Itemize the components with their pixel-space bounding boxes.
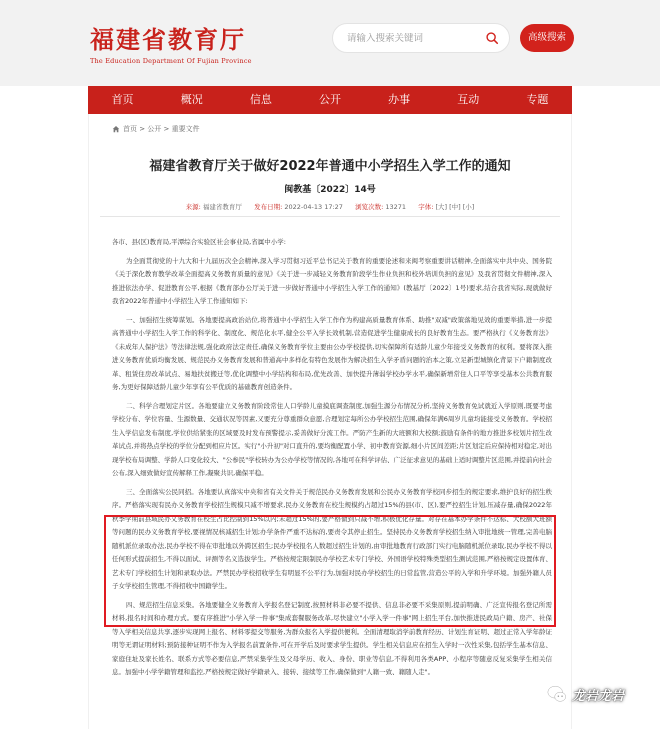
wechat-icon — [546, 683, 568, 705]
nav-item-disclosure[interactable]: 公开 — [318, 93, 341, 106]
breadcrumb-text[interactable]: 首页 > 公开 > 重要文件 — [123, 125, 200, 133]
salutation: 各市、县(区)教育局,平潭综合实验区社会事业局,省属中小学: — [112, 238, 286, 246]
paragraph-1: 一、加强招生统筹谋划。各地要提高政治站位,将普通中小学招生入学工作作为构建高质量教育体系、助推"双减"政策落地见效的重要举措,进一步提高普通中小学招生入学工作的科学化、制度化、规范化水平,健全公平入学长效机制,营造促进学生健康成长的良好教育生态。要严格执行《义务教育法》《未成年人保护法》等法律法规,强化政府法定责任,确保义务教育学位主要由公办学校提供,切实保障所有适龄儿童少年接受义务教育的权利。要将深入推进义务教育优质均衡发展、规范民办义务教育发展和普通高中多样化有特色发展作为解决招生入学矛盾问题的治本之策,立足新型城镇化背景下户籍制度改革、租赁住房改革试点、易地扶贫搬迁等,优化调整中小学结构和布局,优先改善、加快提升薄弱学校办学水平,确保新增常住人口平等享受基本公共教育服务,为更好保障适龄儿童少年享有公平优质的基础教育创造条件。 — [112, 315, 552, 391]
nav-item-overview[interactable]: 概况 — [180, 93, 203, 106]
search-icon[interactable] — [485, 31, 499, 45]
nav-item-information[interactable]: 信息 — [249, 93, 272, 106]
nav-item-topics[interactable]: 专题 — [526, 93, 549, 106]
watermark-text: 龙岩龙岩 — [572, 688, 625, 704]
nav-item-home[interactable]: 首页 — [111, 93, 134, 106]
paragraph-intro: 为全面贯彻党的十九大和十九届历次全会精神,深入学习贯彻习近平总书记关于教育的重要论述和来闽考察重要讲话精神,全面落实中共中央、国务院《关于深化教育教学改革全面提高义务教育质量的意见》《关于进一步减轻义务教育阶段学生作业负担和校外培训负担的意见》及我省贯彻文件精神,深入推进依法办学、促进教育公平,根据《教育部办公厅关于进一步做好普通中小学招生入学工作的通知》(教基厅〔2022〕1号)要求,结合我省实际,现就做好我省2022年普通中小学招生入学工作通知如下: — [112, 256, 552, 305]
search-box — [332, 23, 510, 53]
advanced-search-button[interactable]: 高级搜索 — [520, 24, 574, 52]
logo-subtitle: The Education Department Of Fujian Province — [90, 57, 252, 65]
document-meta — [100, 202, 560, 217]
paragraph-2: 二、科学合理划定片区。各地要建立义务教育阶段常住人口学龄儿童摸底调查制度,加强生源分布情况分析,坚持义务教育免试就近入学原则,既要考虑学校分布、学位容量、生源数量、交通状况等因素,又要充分尊重群众意愿,合理划定每所公办学校招生范围,确保年满6周岁儿童均能接受义务教育。学校招生入学信息发布制度,学位供给紧张的区域要及时发布预警提示,妥善做好分流工作。严防产生新的大班额和大校额;鼓励有条件的地方推进多校划片招生改革试点,并将热点学校的学位分配到相应片区。实行"小升初"对口直升的,要均衡配置小学、初中教育资源,细小片区间差距;片区划定后应保持相对稳定,对出现学校布局调整、学龄人口变化较大、"公参民"学校转办为公办学校等情况的,各地可在科学评估、广泛征求意见的基础上适时调整片区范围,并提前向社会公布,深入细致做好宣传解释工作,凝聚共识,确保平稳。 — [112, 401, 552, 477]
watermark — [546, 683, 624, 705]
site-logo[interactable] — [90, 20, 252, 65]
breadcrumb — [112, 124, 200, 134]
date-value: 2022-04-13 17:27 — [284, 203, 343, 211]
nav-item-services[interactable]: 办事 — [388, 93, 411, 106]
logo-title: 福建省教育厅 — [90, 25, 246, 54]
nav-item-interaction[interactable]: 互动 — [457, 93, 480, 106]
main-nav — [88, 86, 572, 114]
document-number: 闽教基〔2022〕14号 — [284, 185, 376, 195]
font-size-options[interactable]: [大] [中] [小] — [435, 203, 475, 211]
home-icon — [112, 125, 120, 133]
source-label: 来源: — [185, 203, 201, 211]
document-title: 福建省教育厅关于做好2022年普通中小学招生入学工作的通知 — [149, 159, 511, 174]
paragraph-4: 四、规范招生信息采集。各地要健全义务教育入学报名登记制度,按照材料非必要不提供、信息非必要不采集原则,提前明确、广泛宣传报名登记所需材料,报名时间和办理方式。要有序推进"小学入学一件事"集成套餐服务改革,尽快建立"小学入学一件事"网上招生平台,加快推进民政局户籍、房产、社保等入学相关信息共享,逐步实现网上报名、材料零提交等服务,为群众报名入学提供便利。全面清理取消学前教育经历、计划生育证明、超过正常入学年龄证明等无谓证明材料;预防接种证明不作为入学报名前置条件,可在开学后及时要求学生提供。学生相关信息应在招生入学时一次性采集,包括学生基本信息、家庭住址及家长姓名、联系方式等必要信息,严禁采集学生及父母学历、收入、身份、职业等信息,不得利用各类APP、小程序等随意反复采集学生相关信息。加强中小学学籍管理和监控,严格按规定做好学籍录入、接转、接续等工作,确保做到"人籍一致、籍随人走"。 — [112, 600, 552, 676]
font-size-label: 字体: — [418, 203, 434, 211]
date-label: 发布日期: — [254, 203, 283, 211]
highlight-box — [104, 515, 556, 627]
views-value: 13271 — [385, 203, 407, 211]
source-value: 福建省教育厅 — [202, 203, 242, 211]
search-input[interactable] — [347, 33, 485, 44]
paragraph-3: 三、全面落实公民同招。各地要认真落实中央和省有关文件关于规范民办义务教育发展和公民办义务教育学校同步招生的规定要求,维护良好的招生秩序。严格落实现有民办义务教育学校招生规模只减不增要求,民办义务教育在校生规模约占超过15%的县(市、区),要严控招生计划,压减存量,确保2022年秋季学期前县域民办义务教育在校生占比控制到15%以内;未超过15%的,要严格做到只减不增,积极优化存量。对存在基本办学条件不达标、大校额大班额等问题的民办义务教育学校,要视情况核减招生计划;办学条件严重不达标的,要责令其停止招生。坚持民办义务教育学校招生纳入审批地统一管理,完善电脑随机派位录取办法,民办学校不得在审批地以外跨区招生;民办学校报名人数超过招生计划的,由审批地教育行政部门实行电脑随机派位录取,民办学校不得以任何形式提前招生,不得以面试、评测等名义选拔学生。严格按规定限制民办学校艺术专门学校、外国语学校特殊类型招生测试范围,严格按规定设置体育、艺术专门学校招生计划和录取办法。严禁民办学校招收学生有明显不公平行为,加强对民办学校招生的日常监管,营造公平的入学和升学环境。加强外籍人员子女学校招生管理,不得招收中国籍学生。 — [112, 487, 552, 590]
views-label: 浏览次数: — [355, 203, 384, 211]
